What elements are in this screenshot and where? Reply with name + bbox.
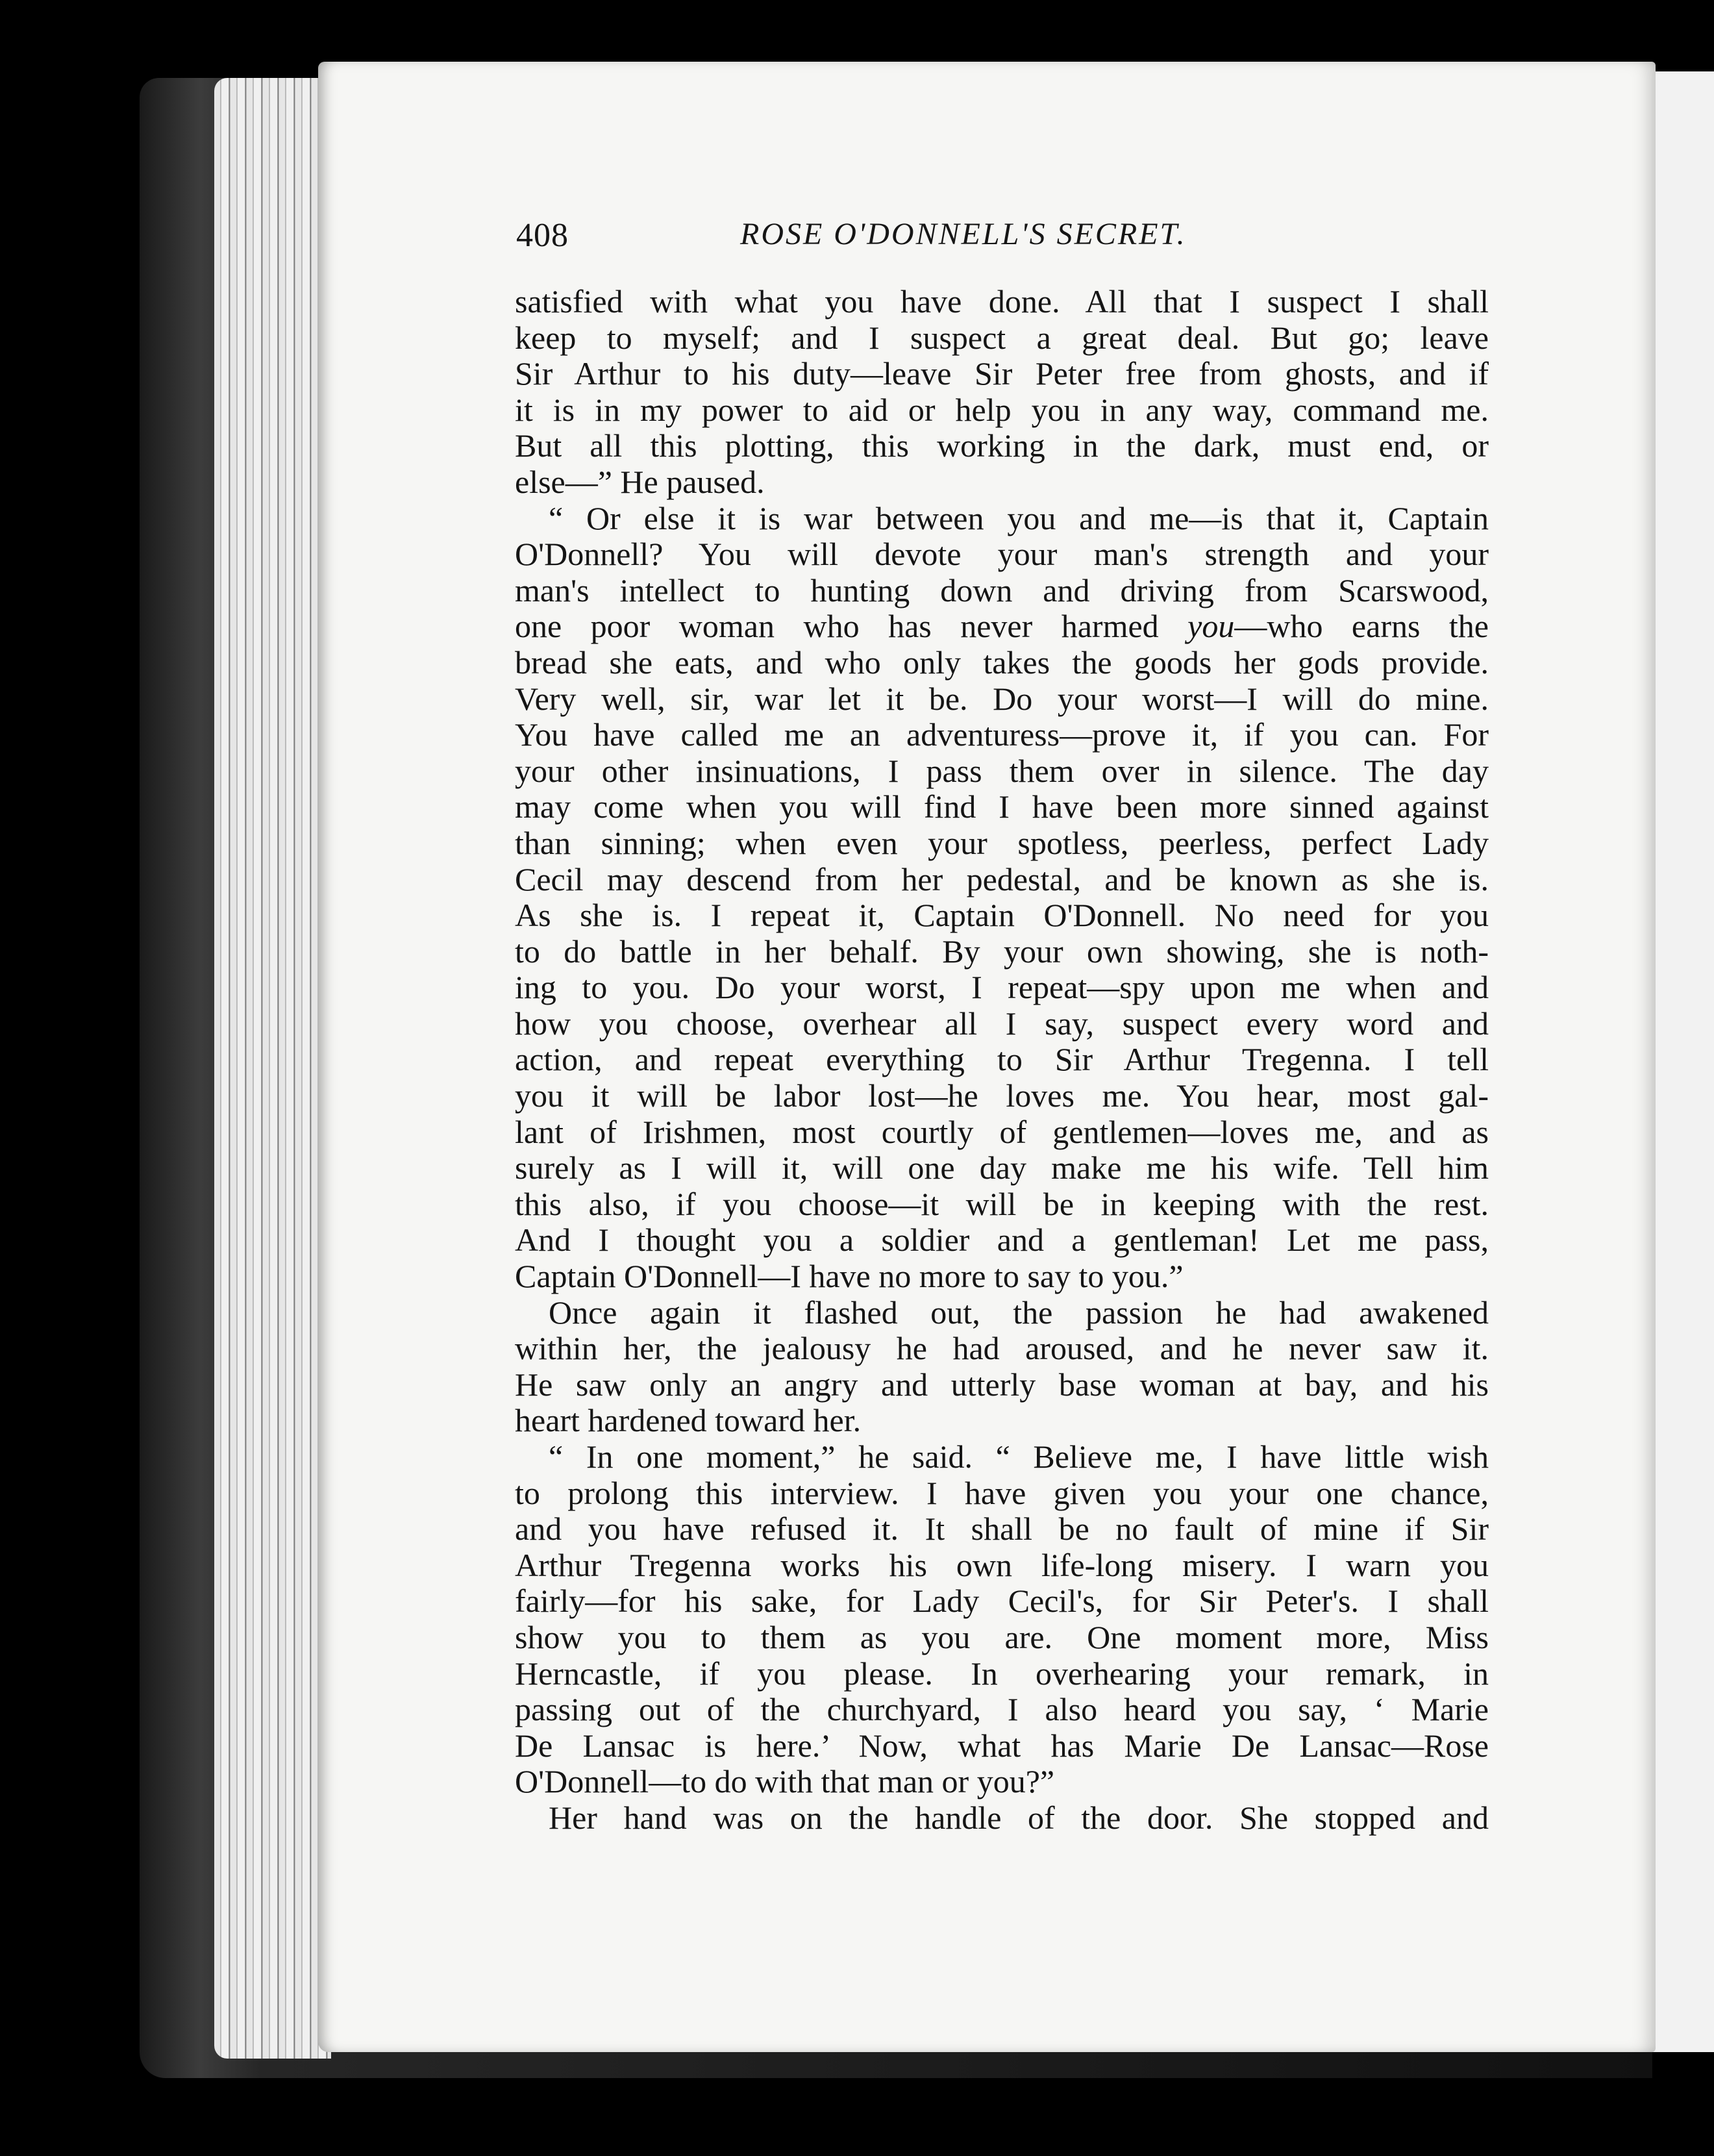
text-line: You have called me an adventuress—prove it, if you can. For bbox=[515, 717, 1489, 753]
page-number: 408 bbox=[516, 217, 569, 254]
text-line: within her, the jealousy he had aroused, and he never saw it. bbox=[515, 1331, 1489, 1367]
text-line: “ Or else it is war between you and me—is that it, Captain bbox=[549, 500, 1489, 536]
text-line: Arthur Tregenna works his own life-long misery. I warn you bbox=[515, 1547, 1489, 1583]
emphasis: you bbox=[1187, 608, 1235, 645]
text-line: But all this plotting, this working in the dark, must end, or bbox=[515, 428, 1489, 464]
text-line: how you choose, overhear all I say, suspect every word and bbox=[515, 1005, 1489, 1042]
text-line: Cecil may descend from her pedestal, and be known as she is. bbox=[515, 861, 1489, 897]
text-line: fairly—for his sake, for Lady Cecil's, for Sir Peter's. I shall bbox=[515, 1583, 1489, 1620]
running-head bbox=[516, 211, 1490, 270]
text-line: And I thought you a soldier and a gentleman! Let me pass, bbox=[515, 1222, 1489, 1259]
text-line: to do battle in her behalf. By your own showing, she is noth- bbox=[515, 933, 1489, 970]
text-line: As she is. I repeat it, Captain O'Donnell. No need for you bbox=[515, 897, 1489, 934]
text-line: it is in my power to aid or help you in any way, command me. bbox=[515, 392, 1489, 428]
text-line: than sinning; when even your spotless, peerless, perfect Lady bbox=[515, 825, 1489, 861]
text-line: O'Donnell—to do with that man or you?” bbox=[515, 1764, 1055, 1800]
text-line: may come when you will find I have been more sinned against bbox=[515, 789, 1489, 825]
text-line: Captain O'Donnell—I have no more to say to you.” bbox=[515, 1259, 1184, 1295]
text-line: lant of Irishmen, most courtly of gentlemen—loves me, and as bbox=[515, 1114, 1489, 1150]
text-line: satisfied with what you have done. All that I suspect I shall bbox=[515, 284, 1489, 320]
text-line: De Lansac is here.’ Now, what has Marie De Lansac—Rose bbox=[515, 1727, 1489, 1764]
page-stack-edges bbox=[214, 78, 331, 2059]
text-line: one poor woman who has never harmed you—who earns the bbox=[515, 608, 1489, 645]
text-line: you it will be labor lost—he loves me. You hear, most gal- bbox=[515, 1078, 1489, 1114]
text-line: Sir Arthur to his duty—leave Sir Peter free from ghosts, and if bbox=[515, 356, 1489, 392]
text-line: this also, if you choose—it will be in keeping with the rest. bbox=[515, 1186, 1489, 1222]
text-line: passing out of the churchyard, I also heard you say, ‘ Marie bbox=[515, 1692, 1489, 1728]
text-line: bread she eats, and who only takes the goods her gods provide. bbox=[515, 644, 1489, 681]
text-line: heart hardened toward her. bbox=[515, 1403, 862, 1439]
text-line: Her hand was on the handle of the door. She stopped and bbox=[549, 1799, 1489, 1836]
text-line: and you have refused it. It shall be no fault of mine if Sir bbox=[515, 1511, 1489, 1548]
text-line: show you to them as you are. One moment more, Miss bbox=[515, 1619, 1489, 1655]
facing-page-edge bbox=[1651, 71, 1714, 2052]
text-line: ing to you. Do your worst, I repeat—spy upon me when and bbox=[515, 970, 1489, 1006]
text-line: keep to myself; and I suspect a great deal. But go; leave bbox=[515, 320, 1489, 356]
text-line: to prolong this interview. I have given you your one chance, bbox=[515, 1475, 1489, 1511]
text-line: Very well, sir, war let it be. Do your worst—I will do mine. bbox=[515, 681, 1489, 717]
text-line: Herncastle, if you please. In overhearing your remark, in bbox=[515, 1655, 1489, 1692]
text-line: Once again it flashed out, the passion he had awakened bbox=[549, 1294, 1489, 1331]
text-line: else—” He paused. bbox=[515, 464, 765, 500]
text-line: “ In one moment,” he said. “ Believe me, I have little wish bbox=[549, 1439, 1489, 1475]
text-line: surely as I will it, will one day make me his wife. Tell him bbox=[515, 1150, 1489, 1186]
running-title: ROSE O'DONNELL'S SECRET. bbox=[740, 217, 1187, 251]
text-line: He saw only an angry and utterly base woman at bay, and his bbox=[515, 1366, 1489, 1403]
text-line: man's intellect to hunting down and driving from Scarswood, bbox=[515, 572, 1489, 608]
body-text bbox=[515, 284, 1489, 1836]
text-line: action, and repeat everything to Sir Arthur Tregenna. I tell bbox=[515, 1042, 1489, 1078]
text-line: O'Donnell? You will devote your man's strength and your bbox=[515, 536, 1489, 573]
text-line: your other insinuations, I pass them over in silence. The day bbox=[515, 753, 1489, 789]
